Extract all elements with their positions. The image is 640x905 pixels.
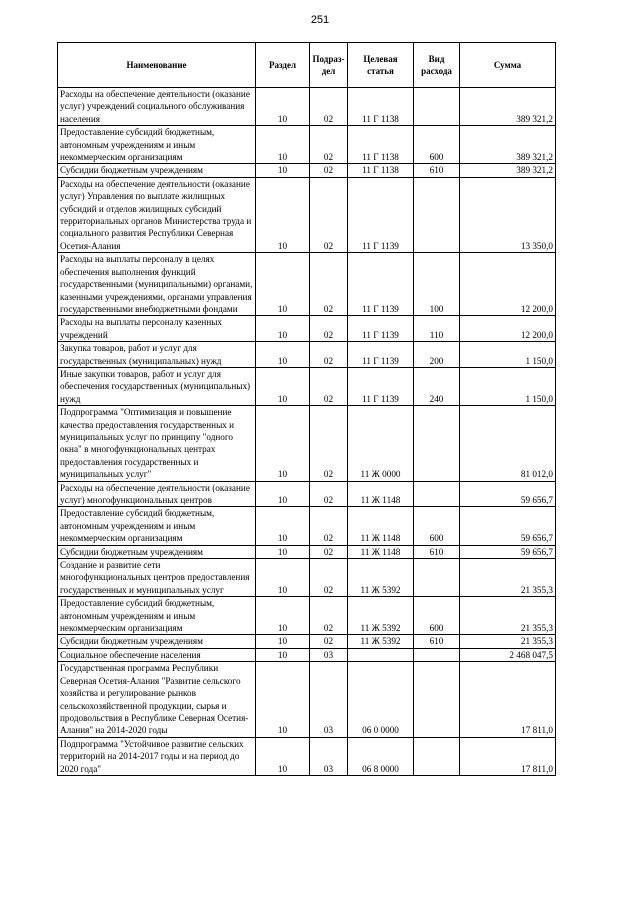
row-target: 11 Г 1139 [348,367,414,405]
table-body [58,88,556,776]
row-section: 10 [256,126,310,164]
row-target: 11 Г 1138 [348,164,414,177]
table-row [58,342,556,368]
row-name: Подпрограмма "Оптимизация и повышение качества предоставления государственных и муниципальных услуг по принципу "одного окна" в многофункциональных центрах предоставления государственных и муниципальных услуг" [58,406,256,481]
row-sum: 17 811,0 [460,737,556,775]
table-row [58,507,556,545]
row-sum: 1 150,0 [460,342,556,368]
budget-table [57,42,556,776]
row-section: 10 [256,597,310,635]
row-name: Государственная программа Республики Северная Осетия-Алания "Развитие сельского хозяйства и регулирование рынков сельскохозяйственной продукции, сырья и продовольствия в Республике Северная Осетия-Алания" на 2014-2020 годы [58,662,256,737]
row-section: 10 [256,481,310,507]
row-type [414,737,460,775]
row-name: Расходы на выплаты персоналу казенных учреждений [58,316,256,342]
row-type [414,481,460,507]
row-sum: 12 200,0 [460,316,556,342]
table-row [58,648,556,661]
row-subsection: 02 [310,597,348,635]
row-sum: 21 355,3 [460,597,556,635]
row-target: 11 Г 1139 [348,342,414,368]
row-target: 06 8 0000 [348,737,414,775]
table-row [58,635,556,648]
table-row [58,559,556,597]
table-row [58,545,556,558]
row-type: 200 [414,342,460,368]
row-section: 10 [256,559,310,597]
row-section: 10 [256,507,310,545]
row-target: 11 Г 1138 [348,88,414,126]
row-subsection: 02 [310,406,348,481]
row-name: Закупка товаров, работ и услуг для государственных (муниципальных) нужд [58,342,256,368]
row-target: 11 Ж 1148 [348,545,414,558]
row-name: Расходы на обеспечение деятельности (оказание услуг) учреждений социального обслуживания населения [58,88,256,126]
header-target: Целевая статья [348,43,414,88]
header-name: Наименование [58,43,256,88]
row-subsection: 03 [310,737,348,775]
row-type: 240 [414,367,460,405]
row-target: 11 Ж 0000 [348,406,414,481]
row-type [414,559,460,597]
row-name: Иные закупки товаров, работ и услуг для обеспечения государственных (муниципальных) нужд [58,367,256,405]
row-subsection: 02 [310,635,348,648]
row-type: 610 [414,164,460,177]
row-target: 11 Ж 5392 [348,597,414,635]
row-name: Подпрограмма "Устойчивое развитие сельских территорий на 2014-2017 годы и на период до 2020 года" [58,737,256,775]
row-section: 10 [256,406,310,481]
table-row [58,481,556,507]
row-type: 110 [414,316,460,342]
row-name: Расходы на обеспечение деятельности (оказание услуг) Управления по выплате жилищных субсидий и отделов жилищных субсидий территориальных органов Министерства труда и социального развития Республики Северная Осетия-Алания [58,177,256,252]
header-type: Вид расхода [414,43,460,88]
row-name: Субсидии бюджетным учреждениям [58,164,256,177]
row-subsection: 02 [310,253,348,316]
row-type [414,662,460,737]
row-name: Расходы на выплаты персоналу в целях обеспечения выполнения функций государственными (муниципальными) органами, казенными учреждениями, органами управления государственными внебюджетными фондами [58,253,256,316]
row-target: 11 Ж 1148 [348,481,414,507]
row-section: 10 [256,88,310,126]
row-subsection: 02 [310,126,348,164]
row-target: 06 0 0000 [348,662,414,737]
row-target: 11 Г 1138 [348,126,414,164]
row-subsection: 02 [310,507,348,545]
row-subsection: 02 [310,559,348,597]
row-subsection: 02 [310,342,348,368]
table-row [58,737,556,775]
row-subsection: 02 [310,545,348,558]
row-name: Субсидии бюджетным учреждениям [58,545,256,558]
row-type: 600 [414,597,460,635]
row-sum: 59 656,7 [460,507,556,545]
row-type: 610 [414,545,460,558]
table-row [58,253,556,316]
table-row [58,316,556,342]
table-row [58,406,556,481]
row-section: 10 [256,164,310,177]
row-sum: 389 321,2 [460,88,556,126]
row-subsection: 02 [310,316,348,342]
table-row [58,126,556,164]
row-sum: 2 468 047,5 [460,648,556,661]
row-sum: 389 321,2 [460,164,556,177]
row-section: 10 [256,545,310,558]
header-sum: Сумма [460,43,556,88]
row-sum: 17 811,0 [460,662,556,737]
row-subsection: 02 [310,367,348,405]
row-subsection: 02 [310,88,348,126]
table-row [58,662,556,737]
row-target: 11 Ж 5392 [348,635,414,648]
row-sum: 21 355,3 [460,635,556,648]
row-target: 11 Ж 1148 [348,507,414,545]
row-target [348,648,414,661]
row-type: 600 [414,126,460,164]
row-name: Предоставление субсидий бюджетным, автономным учреждениям и иным некоммерческим организациям [58,597,256,635]
row-subsection: 02 [310,481,348,507]
row-target: 11 Г 1139 [348,253,414,316]
row-name: Предоставление субсидий бюджетным, автономным учреждениям и иным некоммерческим организациям [58,507,256,545]
row-sum: 12 200,0 [460,253,556,316]
row-type [414,177,460,252]
row-section: 10 [256,737,310,775]
header-section: Раздел [256,43,310,88]
row-section: 10 [256,177,310,252]
row-section: 10 [256,316,310,342]
row-section: 10 [256,253,310,316]
row-section: 10 [256,648,310,661]
row-type: 100 [414,253,460,316]
row-name: Создание и развитие сети многофункциональных центров предоставления государственных и муниципальных услуг [58,559,256,597]
table-row [58,88,556,126]
table-row [58,164,556,177]
row-type: 600 [414,507,460,545]
row-name: Предоставление субсидий бюджетным, автономным учреждениям и иным некоммерческим организациям [58,126,256,164]
row-sum: 389 321,2 [460,126,556,164]
row-target: 11 Г 1139 [348,316,414,342]
row-sum: 59 656,7 [460,545,556,558]
table-header-row [58,43,556,88]
row-subsection: 02 [310,164,348,177]
page-number: 251 [310,14,330,26]
row-section: 10 [256,635,310,648]
row-type: 610 [414,635,460,648]
row-target: 11 Ж 5392 [348,559,414,597]
row-section: 10 [256,662,310,737]
row-name: Социальное обеспечение населения [58,648,256,661]
table-row [58,177,556,252]
row-type [414,648,460,661]
row-subsection: 03 [310,662,348,737]
row-name: Расходы на обеспечение деятельности (оказание услуг) многофункциональных центров [58,481,256,507]
table-row [58,367,556,405]
row-section: 10 [256,342,310,368]
row-type [414,88,460,126]
row-sum: 59 656,7 [460,481,556,507]
row-section: 10 [256,367,310,405]
row-sum: 1 150,0 [460,367,556,405]
row-target: 11 Г 1139 [348,177,414,252]
row-sum: 13 350,0 [460,177,556,252]
row-sum: 81 012,0 [460,406,556,481]
table-row [58,597,556,635]
row-sum: 21 355,3 [460,559,556,597]
row-type [414,406,460,481]
row-name: Субсидии бюджетным учреждениям [58,635,256,648]
header-subsection: Подраз-дел [310,43,348,88]
row-subsection: 03 [310,648,348,661]
row-subsection: 02 [310,177,348,252]
